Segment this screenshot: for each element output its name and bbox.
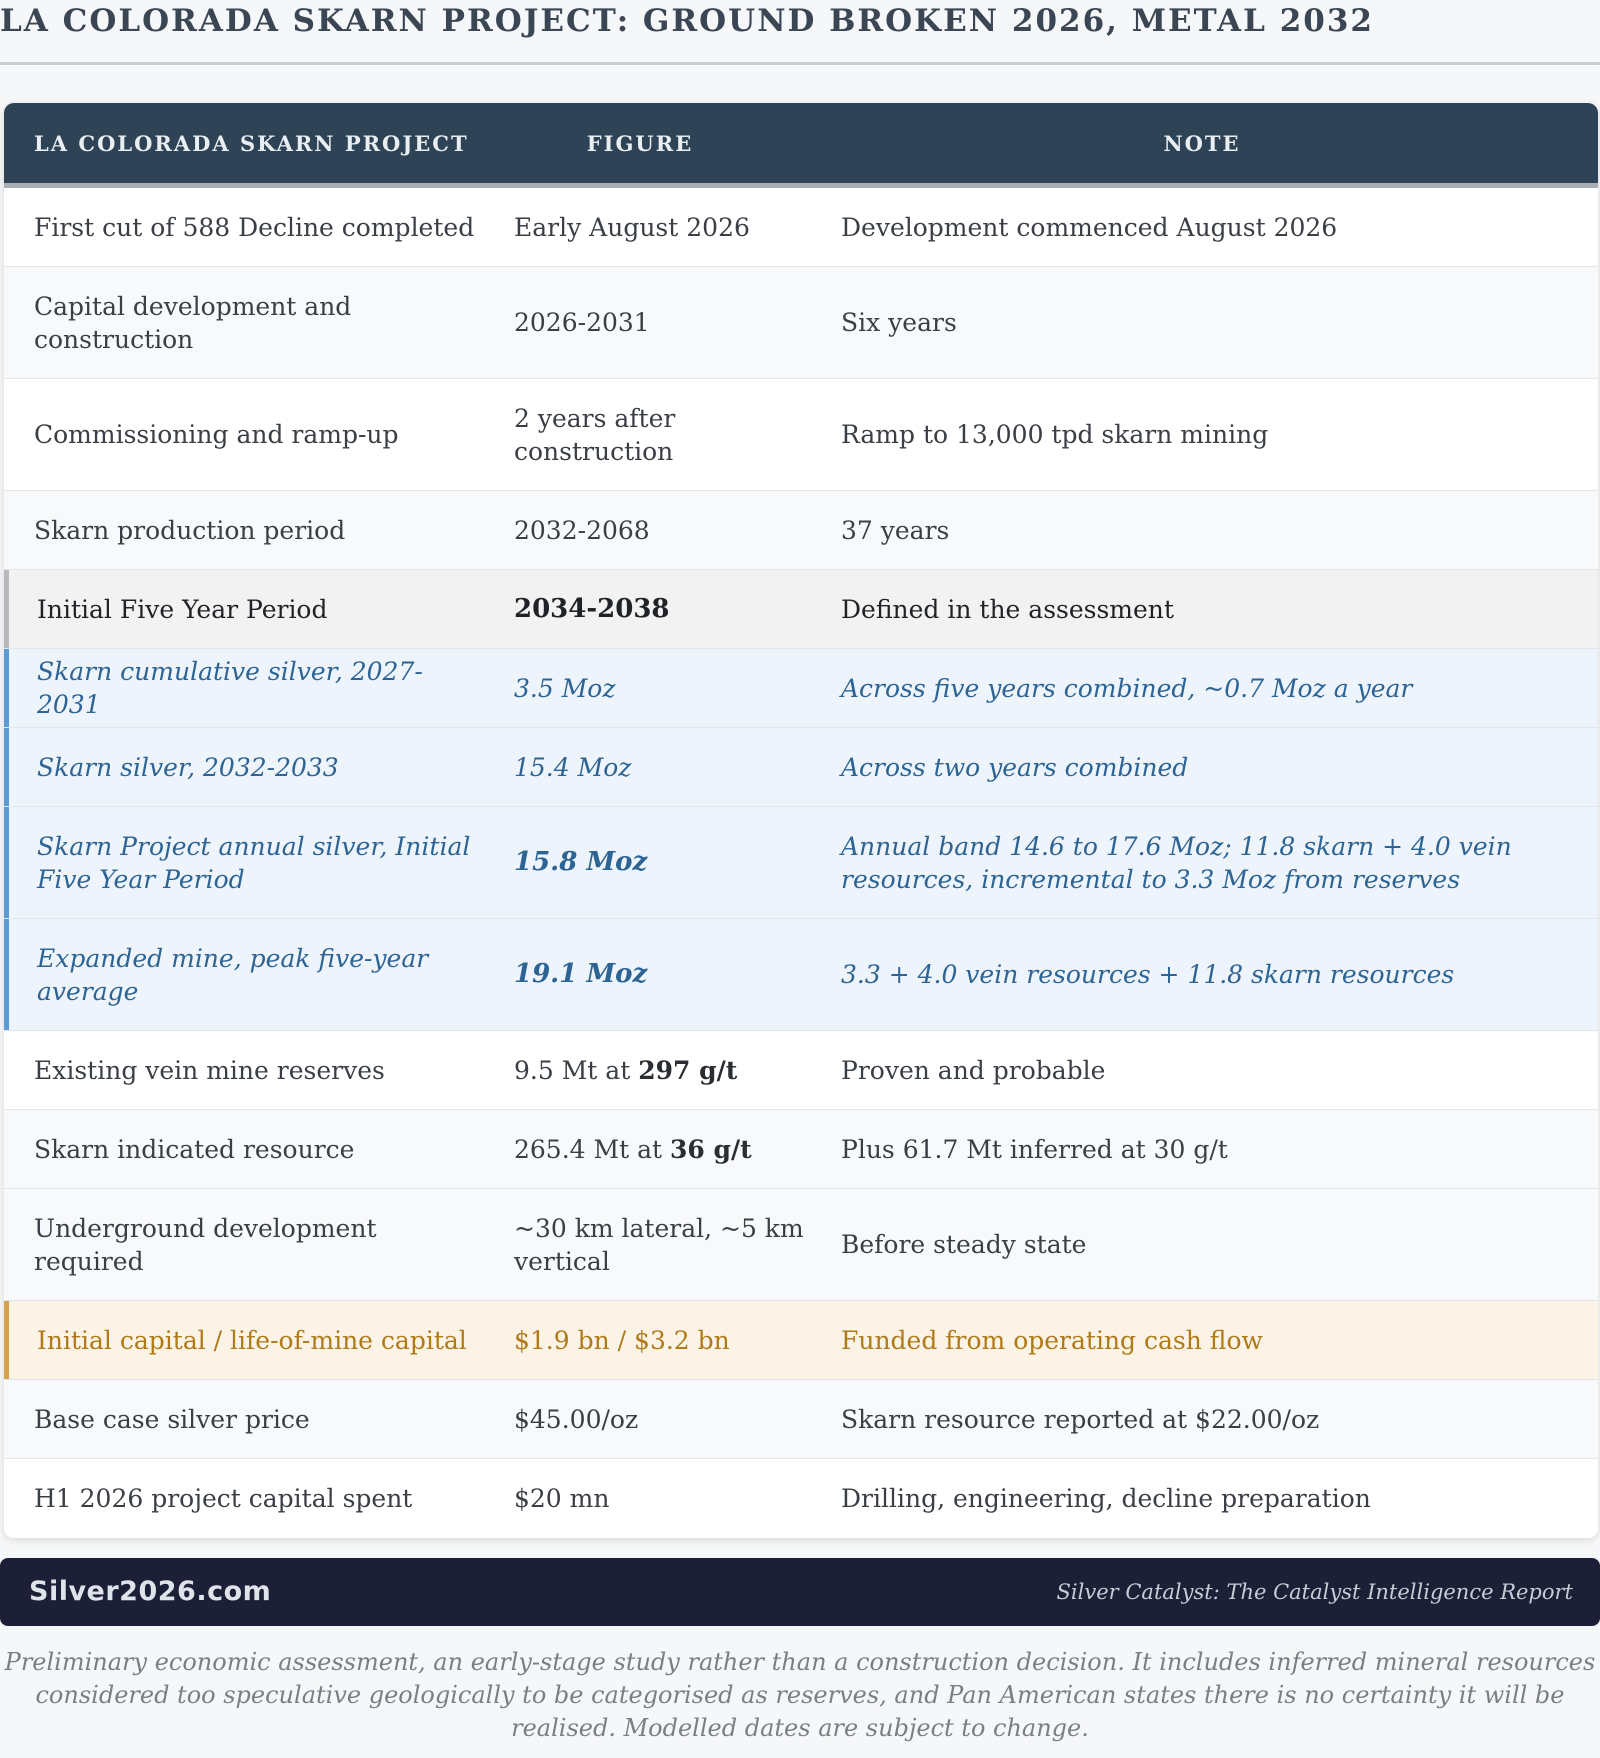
table-row — [4, 1189, 1598, 1301]
silver-row — [4, 919, 1598, 1031]
column-header-note: NOTE — [1163, 130, 1241, 156]
row-figure: 15.4 Moz — [514, 752, 632, 782]
column-header-figure: FIGURE — [586, 130, 694, 156]
table-row — [4, 1459, 1598, 1538]
table-row — [4, 1110, 1598, 1189]
site-brand[interactable]: Silver2026.com — [29, 1576, 272, 1607]
capital-row — [4, 1301, 1598, 1380]
silver-row — [4, 649, 1598, 728]
row-label: H1 2026 project capital spent — [34, 1484, 413, 1513]
page-title: LA COLORADA SKARN PROJECT: GROUND BROKEN 2026, METAL 2032 — [0, 0, 1600, 65]
row-figure — [484, 1110, 806, 1188]
report-name: Silver Catalyst: The Catalyst Intelligence Report — [1056, 1580, 1573, 1604]
row-label: Skarn cumulative silver, 2027-2031 — [37, 657, 423, 719]
row-label: Base case silver price — [34, 1404, 310, 1434]
row-label: Skarn silver, 2032-2033 — [37, 752, 339, 782]
row-figure: ~30 km lateral, ~5 km vertical — [514, 1213, 804, 1276]
row-label: Commissioning and ramp-up — [34, 420, 399, 449]
row-figure: 3.5 Moz — [514, 673, 616, 703]
row-figure: 2034-2038 — [514, 593, 670, 624]
table-row — [4, 491, 1598, 570]
table-header — [4, 103, 1598, 188]
row-note: Skarn resource reported at $22.00/oz — [841, 1404, 1320, 1434]
table-row — [4, 267, 1598, 379]
row-label: Expanded mine, peak five-year average — [37, 943, 429, 1006]
silver-row — [4, 728, 1598, 807]
footer-bar — [0, 1558, 1600, 1626]
row-label: Underground development required — [34, 1213, 377, 1276]
row-label: Existing vein mine reserves — [34, 1055, 385, 1085]
project-table — [4, 103, 1598, 1538]
row-label: First cut of 588 Decline completed — [34, 212, 475, 242]
row-note: Development commenced August 2026 — [841, 212, 1338, 242]
row-note: Across two years combined — [841, 752, 1189, 782]
table-row — [4, 188, 1598, 267]
row-note: 37 years — [841, 515, 950, 545]
table-row — [4, 1380, 1598, 1459]
row-figure — [484, 1031, 806, 1109]
row-figure: 2026-2031 — [514, 308, 650, 337]
row-note: Annual band 14.6 to 17.6 Moz; 11.8 skarn + 4.0 vein resources, incremental to 3.3 Moz from reserves — [841, 831, 1512, 894]
row-note: Plus 61.7 Mt inferred at 30 g/t — [841, 1134, 1228, 1164]
row-note: Ramp to 13,000 tpd skarn mining — [841, 420, 1269, 449]
row-label: Initial capital / life-of-mine capital — [37, 1325, 467, 1355]
row-label: Skarn production period — [34, 515, 346, 545]
section-row-initial-period — [4, 570, 1598, 649]
row-note: Across five years combined, ~0.7 Moz a year — [841, 673, 1413, 703]
grade-value: 297 g/t — [638, 1055, 738, 1085]
grade-value: 36 g/t — [670, 1134, 752, 1164]
row-label: Skarn indicated resource — [34, 1134, 355, 1164]
table-row — [4, 379, 1598, 491]
figure-prefix: 9.5 Mt at — [514, 1055, 639, 1085]
row-note: Funded from operating cash flow — [841, 1325, 1263, 1355]
column-header-project: LA COLORADA SKARN PROJECT — [34, 130, 469, 156]
row-figure: 2032-2068 — [514, 515, 650, 545]
row-note: Proven and probable — [841, 1055, 1106, 1085]
row-figure: $45.00/oz — [514, 1404, 639, 1434]
row-figure: Early August 2026 — [514, 212, 750, 242]
row-note: Defined in the assessment — [841, 594, 1174, 624]
row-note: Six years — [841, 308, 957, 337]
row-note: Drilling, engineering, decline preparation — [841, 1484, 1371, 1513]
row-label: Capital development and construction — [34, 291, 352, 354]
row-figure: $1.9 bn / $3.2 bn — [514, 1325, 730, 1355]
figure-prefix: 265.4 Mt at — [514, 1134, 671, 1164]
row-note: Before steady state — [841, 1230, 1087, 1259]
row-label: Initial Five Year Period — [37, 594, 328, 624]
silver-row — [4, 807, 1598, 919]
row-figure: 15.8 Moz — [514, 847, 648, 877]
row-note: 3.3 + 4.0 vein resources + 11.8 skarn resources — [841, 960, 1455, 989]
disclaimer: Preliminary economic assessment, an early-stage study rather than a construction decision. It includes inferred mineral resources considered too speculative geologically to be categorised as reserves, and Pan American states there is no certainty it will be realised. Modelled dates are subject to change. — [4, 1648, 1596, 1742]
table-row — [4, 1031, 1598, 1110]
row-label: Skarn Project annual silver, Initial Five Year Period — [37, 831, 471, 894]
row-figure: 19.1 Moz — [514, 959, 648, 989]
row-figure: 2 years after construction — [514, 403, 676, 466]
row-figure: $20 mn — [514, 1484, 610, 1513]
